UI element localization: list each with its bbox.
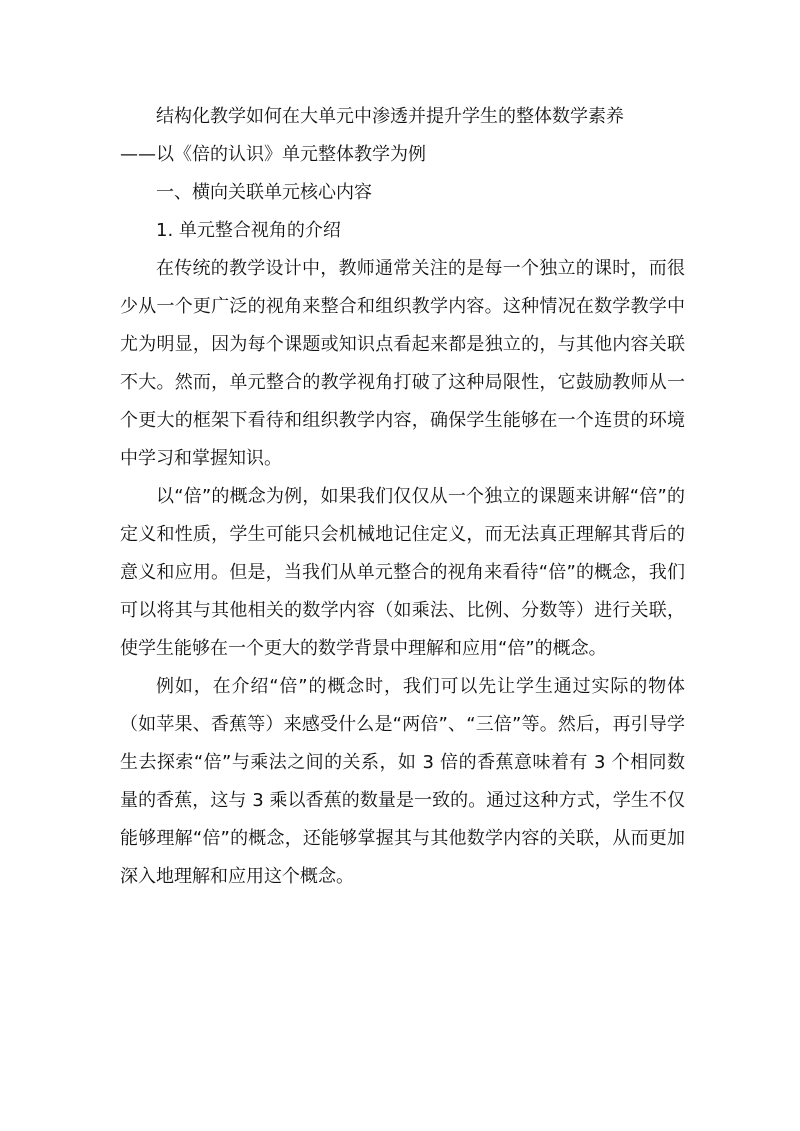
document-title: 结构化教学如何在大单元中渗透并提升学生的整体数学素养 [156, 106, 624, 127]
document-subtitle: ——以《倍的认识》单元整体教学为例 [120, 144, 426, 165]
document-body [120, 98, 685, 896]
section-heading: 一、横向关联单元核心内容 [156, 182, 372, 203]
body-paragraph: 以“倍”的概念为例，如果我们仅仅从一个独立的课题来讲解“倍”的定义和性质，学生可能只会机械地记住定义，而无法真正理解其背后的意义和应用。但是，当我们从单元整合的视角来看待“倍”的概念，我们可以将其与其他相关的数学内容（如乘法、比例、分数等）进行关联，使学生能够在一个更大的数学背景中理解和应用“倍”的概念。 [120, 486, 685, 659]
subsection-heading: 1. 单元整合视角的介绍 [156, 220, 341, 241]
body-paragraph: 在传统的教学设计中，教师通常关注的是每一个独立的课时，而很少从一个更广泛的视角来整合和组织教学内容。这种情况在数学教学中尤为明显，因为每个课题或知识点看起来都是独立的，与其他内容关联不大。然而，单元整合的教学视角打破了这种局限性，它鼓励教师从一个更大的框架下看待和组织教学内容，确保学生能够在一个连贯的环境中学习和掌握知识。 [120, 258, 685, 469]
body-paragraph: 例如，在介绍“倍”的概念时，我们可以先让学生通过实际的物体（如苹果、香蕉等）来感受什么是“两倍”、“三倍”等。然后，再引导学生去探索“倍”与乘法之间的关系，如 3 倍的香蕉意味着有 3 个相同数量的香蕉，这与 3 乘以香蕉的数量是一致的。通过这种方式，学生不仅能够理解“倍”的概念，还能够掌握其与其他数学内容的关联，从而更加深入地理解和应用这个概念。 [120, 676, 685, 887]
